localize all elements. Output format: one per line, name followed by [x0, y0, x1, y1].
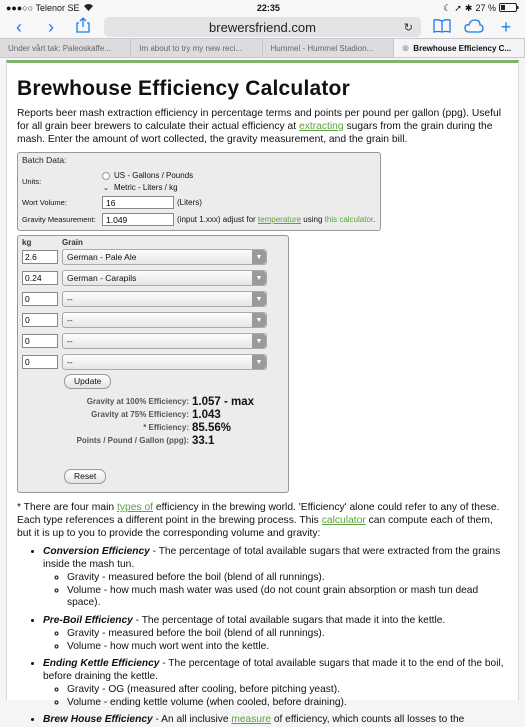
efficiency-type-name: Conversion Efficiency [43, 546, 150, 557]
efficiency-type-desc: - The percentage of total available sugars that made it into the kettle. [132, 614, 446, 626]
gravity-hint-text: (input 1.xxx) adjust for [177, 215, 258, 224]
units-label: Units: [22, 177, 42, 186]
new-tab-icon[interactable]: + [500, 17, 512, 37]
wort-volume-input[interactable] [102, 196, 174, 209]
address-bar[interactable] [104, 17, 421, 37]
intro-text: Reports beer mash extraction efficiency in percentage terms and points per pound per gallon (ppg). Useful for all grain beer brewers to calculate their actual efficiency at [17, 108, 502, 132]
grain-row [22, 333, 284, 349]
bookmarks-icon[interactable] [431, 16, 453, 38]
grain-select-value: -- [67, 357, 73, 367]
grain-header: Grain [62, 238, 83, 247]
gravity-hint [177, 215, 375, 224]
result-value: 1.057 - max [192, 395, 255, 408]
back-icon[interactable]: ‹ [16, 17, 22, 37]
temperature-link[interactable]: temperature [257, 215, 302, 224]
battery-icon [499, 3, 519, 14]
clock: 22:35 [256, 3, 280, 13]
intro-paragraph [17, 107, 508, 146]
grain-select-value: German - Carapils [67, 273, 137, 283]
kg-header: kg [22, 238, 32, 247]
grain-select-value: -- [67, 315, 73, 325]
sub-list-item: ◦ Volume - ending kettle volume (when cooled, before draining). [67, 697, 508, 710]
grain-select[interactable] [62, 291, 267, 307]
tab-label: Hummel - Hummel Stadion... [270, 43, 374, 53]
tab-3[interactable] [263, 39, 394, 57]
carrier-label: ●●●○○ Telenor SE [6, 3, 80, 13]
dropdown-arrow-icon: ▼ [252, 271, 266, 285]
grain-row [22, 291, 284, 307]
result-value: 33.1 [192, 434, 215, 447]
location-icon: ➚ [454, 2, 462, 13]
efficiency-type-desc: - The percentage of total available sugars that were extracted from the grains inside the mash tun. [43, 546, 501, 570]
batch-data-panel [17, 152, 381, 231]
result-label: Gravity at 75% Efficiency: [91, 410, 189, 419]
list-item [43, 658, 508, 709]
grain-row [22, 312, 284, 328]
wifi-icon [83, 3, 94, 13]
kg-input[interactable] [22, 292, 58, 306]
tab-1[interactable] [0, 39, 131, 57]
gravity-hint-text-3: . [373, 215, 376, 224]
this-calculator-link[interactable]: this calculator [324, 215, 374, 224]
tab-label: Im about to try my new reci... [139, 43, 242, 53]
result-value: 85.56% [192, 421, 232, 434]
note-text-2: efficiency in the brewing world. 'Efficiency' alone could refer to any of these. Each type references a different point in the brewing process. This [17, 502, 500, 526]
units-metric-label: Metric - Liters / kg [114, 183, 178, 192]
efficiency-type-desc: - The percentage of total available sugars that made it to the end of the boil, before draining the kettle. [43, 658, 504, 682]
url-text: brewersfriend.com [209, 19, 316, 35]
tab-2[interactable] [131, 39, 262, 57]
kg-input[interactable] [22, 355, 58, 369]
measure-link[interactable]: measure [231, 714, 272, 725]
list-item [43, 714, 508, 727]
dropdown-arrow-icon: ▼ [252, 334, 266, 348]
radio-icon[interactable] [102, 172, 110, 180]
list-item [43, 615, 508, 654]
page-title: Brewhouse Efficiency Calculator [17, 77, 350, 100]
grain-row [22, 354, 284, 370]
reset-button[interactable]: Reset [64, 469, 106, 484]
results [30, 395, 284, 447]
units-us-label: US - Gallons / Pounds [114, 171, 194, 180]
sub-list-item: ◦ Gravity - OG (measured after cooling, before pitching yeast). [67, 684, 508, 697]
grain-select[interactable] [62, 312, 267, 328]
bluetooth-icon: ✱ [464, 2, 473, 13]
efficiency-type-name: Ending Kettle Efficiency [43, 658, 160, 669]
batch-data-title: Batch Data: [22, 155, 67, 165]
grain-bill-panel [17, 235, 289, 493]
units-us-option[interactable] [102, 171, 193, 180]
result-label: Gravity at 100% Efficiency: [86, 397, 189, 406]
wort-volume-label: Wort Volume: [22, 198, 67, 207]
gravity-input[interactable] [102, 213, 174, 226]
grain-select[interactable] [62, 249, 267, 265]
dropdown-arrow-icon: ▼ [252, 313, 266, 327]
efficiency-types-list [17, 546, 508, 727]
grain-select-value: -- [67, 336, 73, 346]
forward-icon[interactable]: › [48, 17, 54, 37]
tab-4-active[interactable] [394, 39, 525, 57]
efficiency-note [17, 501, 508, 540]
moon-icon: ☾ [443, 2, 452, 13]
dropdown-arrow-icon: ▼ [252, 292, 266, 306]
note-text: * There are four main [17, 502, 117, 513]
units-metric-option[interactable] [102, 183, 193, 192]
wort-unit: (Liters) [177, 198, 202, 207]
grain-row [22, 270, 284, 286]
extracting-link[interactable]: extracting [298, 121, 344, 132]
grain-select[interactable] [62, 270, 267, 286]
update-button[interactable]: Update [64, 374, 111, 389]
sub-list-item: ◦ Gravity - measured before the boil (blend of all runnings). [67, 628, 508, 641]
result-label: Points / Pound / Gallon (ppg): [76, 436, 189, 445]
calculator-link[interactable]: calculator [321, 515, 366, 526]
sub-list-item: ◦ Volume - how much wort went into the kettle. [67, 641, 508, 654]
dropdown-arrow-icon: ▼ [252, 355, 266, 369]
browser-toolbar [0, 16, 525, 38]
result-label: * Efficiency: [143, 423, 189, 432]
efficiency-type-desc-end: of efficiency, which counts all losses to the [271, 714, 465, 725]
web-page [6, 60, 519, 725]
note-text-3: can compute each of them, but it is up to you to provide the corresponding volume and gravity: [17, 515, 493, 539]
reload-icon[interactable]: ↻ [403, 21, 413, 34]
kg-input[interactable] [22, 271, 58, 285]
tab-label: Brewhouse Efficiency C... [413, 43, 512, 53]
battery-percent: 27 % [475, 3, 496, 13]
sub-list-item: ◦ Volume - how much mash water was used (do not count grain absorption or mash tun dead space). [67, 585, 508, 610]
types-of-link[interactable]: types of [116, 502, 154, 513]
grain-select-value: -- [67, 294, 73, 304]
status-bar [0, 0, 525, 16]
efficiency-type-name: Brew House Efficiency [43, 714, 153, 725]
result-value: 1.043 [192, 408, 221, 421]
kg-input[interactable] [22, 334, 58, 348]
share-icon[interactable] [72, 16, 94, 38]
gravity-hint-text-2: using [301, 215, 325, 224]
grain-select[interactable] [62, 354, 267, 370]
tab-strip [0, 38, 525, 58]
tab-label: Under vårt tak: Paleoskaffe... [8, 43, 112, 53]
grain-row [22, 249, 284, 265]
efficiency-type-desc: - An all inclusive [152, 714, 232, 725]
cloud-tabs-icon[interactable] [463, 16, 485, 38]
radio-selected-icon[interactable]: ⌄ [103, 185, 109, 192]
efficiency-type-name: Pre-Boil Efficiency [43, 614, 133, 626]
kg-input[interactable] [22, 313, 58, 327]
gravity-label: Gravity Measurement: [22, 215, 96, 224]
sub-list-item: ◦ Gravity - measured before the boil (blend of all runnings). [67, 572, 508, 585]
grain-select[interactable] [62, 333, 267, 349]
dropdown-arrow-icon: ▼ [252, 250, 266, 264]
list-item [43, 546, 508, 610]
intro-text-end: sugars from the grain during the mash. Enter the amount of wort collected, the gravity measurement, and the grain bill. [17, 121, 493, 145]
kg-input[interactable] [22, 250, 58, 264]
grain-select-value: German - Pale Ale [67, 252, 137, 262]
close-tab-icon[interactable]: ⊗ [401, 42, 410, 53]
